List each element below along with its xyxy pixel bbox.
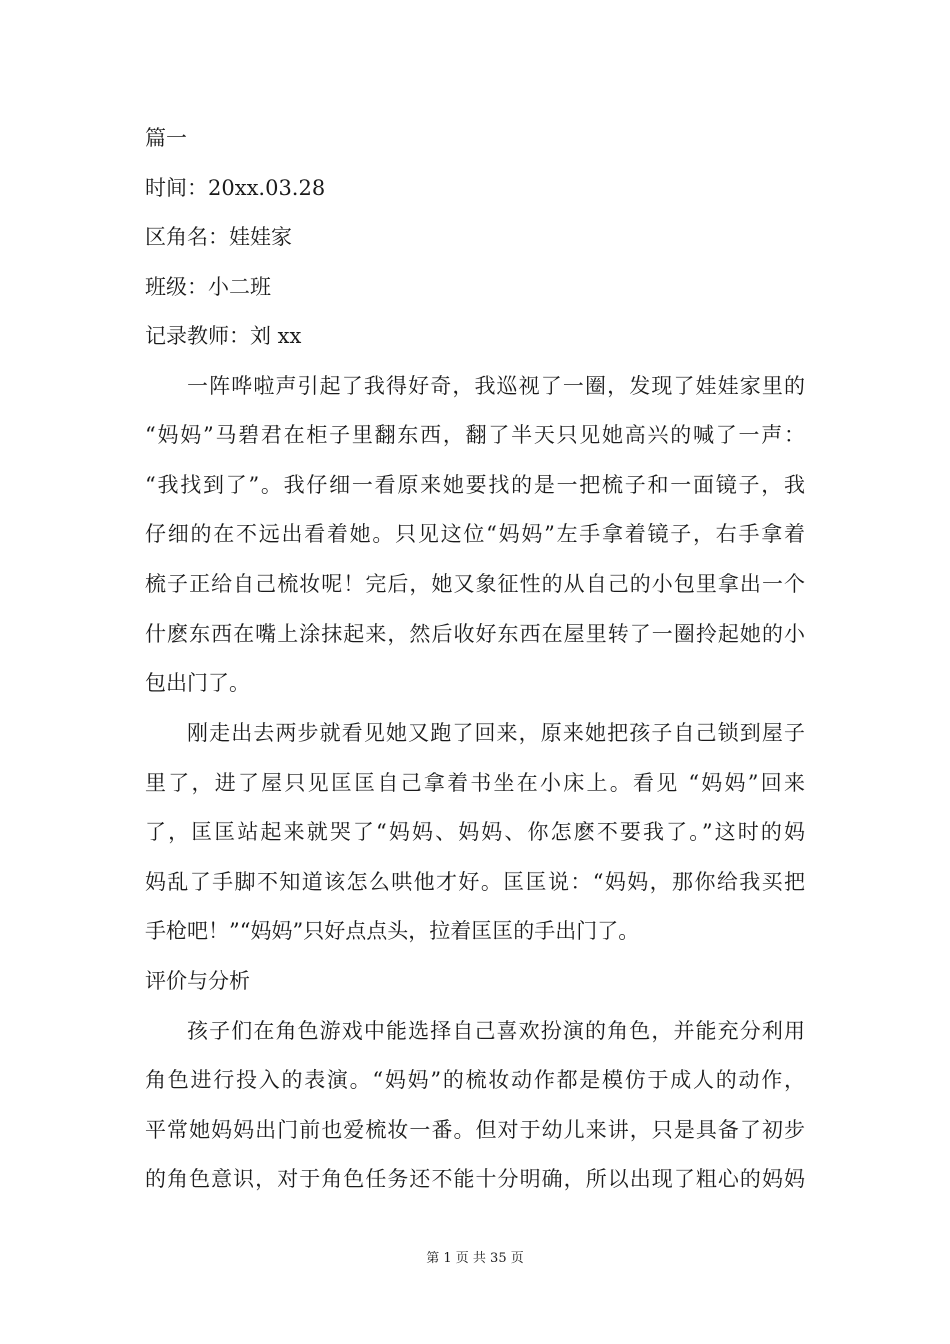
teacher-name: 记录教师：刘 xx: [145, 324, 302, 348]
paragraph-line: 包出门了。: [145, 671, 250, 695]
paragraph-line: “我找到了”。我仔细一看原来她要找的是一把梳子和一面镜子，我: [145, 473, 805, 497]
area-name: 区角名：娃娃家: [145, 225, 292, 249]
paragraph-line: 里了，进了屋只见匡匡自己拿着书坐在小床上。看见 “妈妈”回来: [145, 771, 805, 795]
paragraph-line: 梳子正给自己梳妆呢！完后，她又象征性的从自己的小包里拿出一个: [145, 572, 805, 596]
paragraph-line: 一阵哗啦声引起了我得好奇，我巡视了一圈，发现了娃娃家里的: [187, 374, 805, 398]
paragraph-line: 孩子们在角色游戏中能选择自己喜欢扮演的角色，并能充分利用: [187, 1019, 805, 1043]
paragraph-line: 妈乱了手脚不知道该怎么哄他才好。匡匡说：“妈妈，那你给我买把: [145, 870, 805, 894]
paragraph-line: 了，匡匡站起来就哭了“妈妈、妈妈、你怎麽不要我了。”这时的妈: [145, 820, 805, 844]
section-title: 篇一: [145, 126, 187, 150]
paragraph-line: 的角色意识，对于角色任务还不能十分明确，所以出现了粗心的妈妈: [145, 1167, 805, 1191]
paragraph-line: 刚走出去两步就看见她又跑了回来，原来她把孩子自己锁到屋子: [187, 721, 805, 745]
page-number-footer: 第 1 页 共 35 页: [426, 1251, 524, 1266]
paragraph-line: 角色进行投入的表演。“妈妈”的梳妆动作都是模仿于成人的动作，: [145, 1068, 805, 1092]
record-time: 时间：20xx.03.28: [145, 176, 326, 200]
paragraph-line: 什麽东西在嘴上涂抹起来，然后收好东西在屋里转了一圈拎起她的小: [145, 622, 805, 646]
analysis-heading: 评价与分析: [145, 969, 250, 993]
paragraph-line: 手枪吧！”“妈妈”只好点点头，拉着匡匡的手出门了。: [145, 919, 640, 943]
paragraph-line: 仔细的在不远出看着她。只见这位“妈妈”左手拿着镜子，右手拿着: [145, 522, 805, 546]
paragraph-line: 平常她妈妈出门前也爱梳妆一番。但对于幼儿来讲，只是具备了初步: [145, 1118, 805, 1142]
class-name: 班级：小二班: [145, 275, 271, 299]
paragraph-line: “妈妈”马碧君在柜子里翻东西，翻了半天只见她高兴的喊了一声：: [145, 423, 805, 447]
